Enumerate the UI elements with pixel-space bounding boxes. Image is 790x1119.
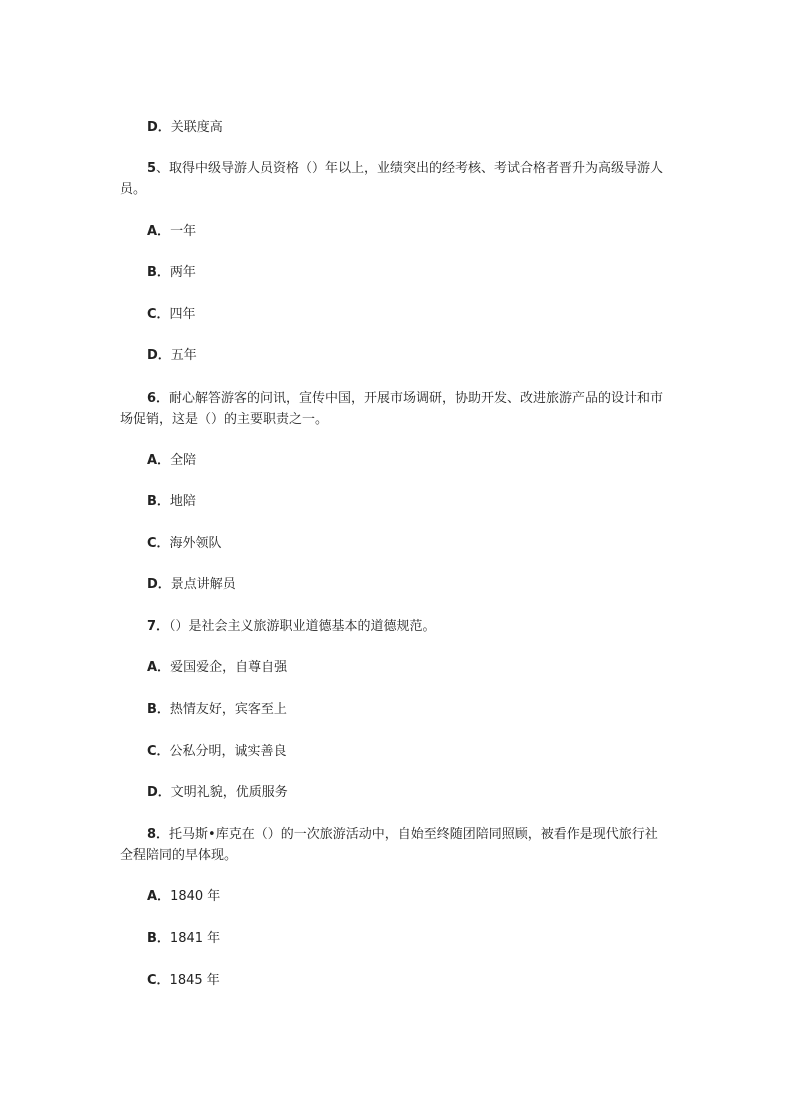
option-text: 1841 年	[169, 931, 221, 946]
option-text: 关联度高	[170, 120, 223, 135]
option-label: C．	[147, 307, 170, 322]
option-b	[120, 699, 668, 720]
option-text: 两年	[169, 265, 196, 280]
option-text: 1845 年	[169, 973, 220, 988]
option-d	[120, 345, 668, 366]
option-text: 五年	[170, 348, 197, 363]
question-number: 6．	[147, 391, 170, 406]
option-text: 景点讲解员	[170, 577, 236, 592]
option-c	[120, 304, 668, 325]
option-text: 爱国爱企，自尊自强	[170, 660, 288, 675]
option-label: C．	[147, 536, 170, 551]
option-b	[120, 262, 668, 283]
question-7	[120, 616, 668, 637]
option-label: D．	[147, 577, 171, 592]
option-text: 文明礼貌，优质服务	[170, 785, 288, 800]
option-text: 公私分明，诚实善良	[169, 744, 287, 759]
question-text: 托马斯•库克在（）的一次旅游活动中，自始至终随团陪同照顾，被看作是现代旅行社全程陪同的早体现。	[120, 827, 658, 863]
question-number: 5	[147, 161, 157, 176]
option-label: B．	[147, 931, 170, 946]
option-text: 一年	[170, 224, 197, 239]
question-text: （）是社会主义旅游职业道德基本的道德规范。	[169, 619, 436, 634]
question-5	[120, 158, 668, 200]
option-label: A．	[147, 453, 171, 468]
option-b	[120, 928, 668, 949]
option-label: A．	[147, 224, 171, 239]
option-label: A．	[147, 889, 171, 904]
option-d	[120, 574, 668, 595]
option-label: D．	[147, 348, 171, 363]
option-text: 全陪	[170, 453, 197, 468]
option-label: B．	[147, 702, 170, 717]
option-b	[120, 491, 668, 512]
option-label: B．	[147, 265, 170, 280]
option-text: 海外领队	[169, 536, 222, 551]
option-c	[120, 741, 668, 762]
option-text: 热情友好，宾客至上	[169, 702, 287, 717]
option-d	[120, 782, 668, 803]
option-a	[120, 657, 668, 678]
option-label: B．	[147, 494, 170, 509]
question-text: 、取得中级导游人员资格（）年以上，业绩突出的经考核、考试合格者晋升为高级导游人员。	[120, 161, 664, 197]
option-label: C．	[147, 973, 170, 988]
option-a	[120, 221, 668, 242]
option-d	[120, 117, 668, 138]
option-label: D．	[147, 785, 171, 800]
question-text: 耐心解答游客的问讯，宣传中国，开展市场调研，协助开发、改进旅游产品的设计和市场促销，这是（）的主要职责之一。	[120, 391, 664, 427]
option-text: 四年	[169, 307, 196, 322]
option-text: 地陪	[169, 494, 196, 509]
question-6	[120, 388, 668, 430]
option-label: D．	[147, 120, 171, 135]
option-a	[120, 886, 668, 907]
question-8	[120, 824, 668, 866]
option-c	[120, 533, 668, 554]
option-c	[120, 970, 668, 991]
option-text: 1840 年	[170, 889, 221, 904]
option-a	[120, 450, 668, 471]
option-label: A．	[147, 660, 171, 675]
question-number: 7．	[147, 619, 170, 634]
option-label: C．	[147, 744, 170, 759]
question-number: 8．	[147, 827, 170, 842]
